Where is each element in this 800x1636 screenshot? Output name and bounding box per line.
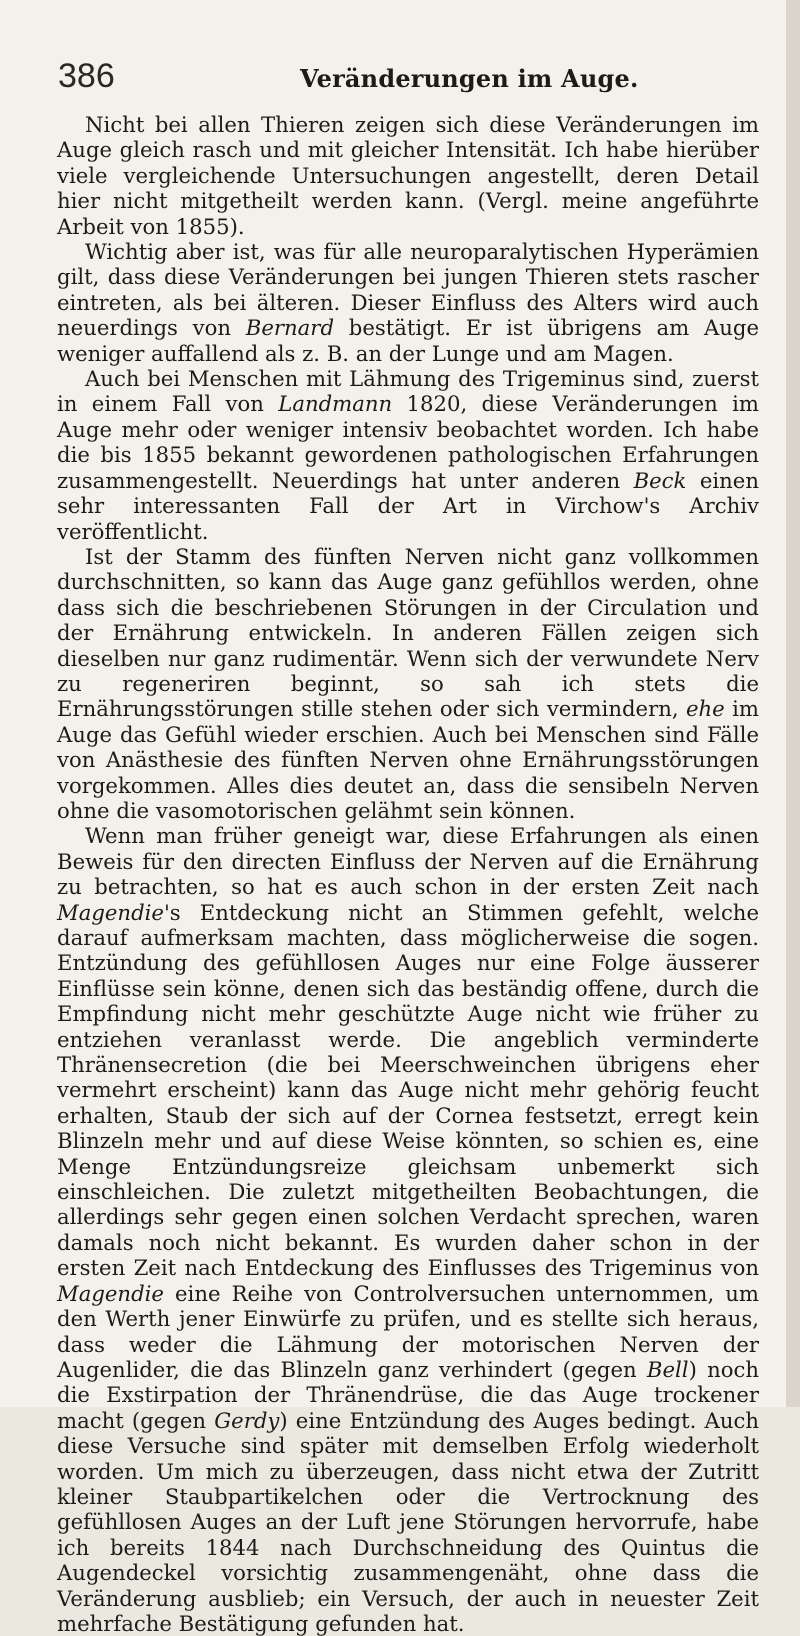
text-segment: Wenn man früher geneigt war, diese Erfahrungen als einen Beweis für den directen Einfluss der Nerven auf die Ernährung zu betrachten, so hat es auch schon in der ersten Zeit nach	[57, 823, 759, 900]
author-name: Bell	[646, 1356, 689, 1382]
text-segment: einen sehr interessanten Fall der Art in Virchow's Archiv veröffentlicht.	[57, 467, 759, 544]
page-header	[58, 56, 758, 96]
text-segment: bestätigt. Er ist übrigens am Auge weniger auffallend als z. B. an der Lunge und am Magen.	[57, 315, 759, 366]
author-name: Beck	[633, 467, 687, 493]
author-name: Magendie	[57, 899, 164, 925]
text-segment: Ist der Stamm des fünften Nerven nicht ganz vollkommen durchschnitten, so kann das Auge ganz gefühllos werden, ohne dass sich die beschriebenen Störungen in der Circulation und der Ernährung entwickeln. In anderen Fällen zeigen sich dieselben nur ganz rudimentär. Wenn sich der verwundete Nerv zu regeneriren beginnt, so sah ich stets die Ernährungsstörungen stille stehen oder sich vermindern,	[57, 543, 759, 722]
text-segment: Wichtig aber ist, was für alle neuroparalytischen Hyperämien gilt, dass diese Veränderungen bei jungen Thieren stets rascher eintreten, als bei älteren. Dieser Einfluss des Alters wird auch neuerdings von	[57, 239, 759, 341]
text-segment: ) eine Entzündung des Auges bedingt. Auch diese Versuche sind später mit demselben Erfolg wiederholt worden. Um mich zu überzeugen, dass nicht etwa der Zutritt kleiner Staubpartikelchen oder die Vertrocknung des gefühllosen Auges an der Luft jene Störungen hervorrufe, habe ich bereits 1844 nach Durchschneidung des Quintus die Augendeckel vorsichtig zusammengenäht, ohne dass die Veränderung ausblieb; ein Versuch, der auch in neuester Zeit mehrfache Bestätigung gefunden hat.	[57, 1407, 759, 1636]
text-segment: 1820, diese Veränderungen im Auge mehr oder weniger intensiv beobachtet worden. Ich habe die bis 1855 bekannt gewordenen pathologischen Erfahrungen zusammengestellt. Neuerdings hat unter anderen	[57, 391, 759, 493]
text-segment: ) noch die Exstirpation der Thränendrüse, die das Auge trockener macht (gegen	[57, 1356, 759, 1433]
text-segment: im Auge das Gefühl wieder erschien. Auch bei Menschen sind Fälle von Anästhesie des fünften Nerven ohne Ernährungsstörungen vorgekommen. Alles dies deutet an, dass die sensibeln Nerven ohne die vasomotorischen gelähmt sein können.	[57, 696, 759, 823]
paragraph-2	[57, 239, 759, 366]
author-name: Magendie	[57, 1280, 164, 1306]
author-name: Gerdy	[214, 1407, 280, 1433]
running-title: Veränderungen im Auge.	[300, 64, 639, 93]
text-segment: 's Entdeckung nicht an Stimmen gefehlt, welche darauf aufmerksam machten, dass möglicherweise die sogen. Entzündung des gefühllosen Auges nur eine Folge äusserer Einflüsse sein könne, denen sich das beständig offene, durch die Empfindung nicht mehr geschützte Auge nicht wie früher zu entziehen veranlasst werde. Die angeblich verminderte Thränensecretion (die bei Meerschweinchen übrigens eher vermehrt erscheint) kann das Auge nicht mehr gehörig feucht erhalten, Staub der sich auf der Cornea festsetzt, erregt kein Blinzeln mehr und auf diese Weise könnten, so schien es, eine Menge Entzündungsreize gleichsam unbemerkt sich einschleichen. Die zuletzt mitgetheilten Beobachtungen, die allerdings sehr gegen einen solchen Verdacht sprechen, waren damals noch nicht bekannt. Es wurden daher schon in der ersten Zeit nach Entdeckung des Einflusses des Trigeminus von	[57, 899, 759, 1281]
page-number: 386	[58, 57, 115, 95]
paragraph-5	[57, 823, 759, 1636]
paragraph-1	[57, 112, 759, 239]
body-text	[57, 112, 759, 1636]
text-segment: Auch bei Menschen mit Lähmung des Trigeminus sind, zuerst in einem Fall von	[57, 366, 759, 417]
emphasis-word: ehe	[686, 696, 725, 722]
paragraph-3	[57, 366, 759, 544]
author-name: Bernard	[245, 315, 335, 341]
text-segment: Nicht bei allen Thieren zeigen sich diese Veränderungen im Auge gleich rasch und mit gleicher Intensität. Ich habe hierüber viele vergleichende Untersuchungen angestellt, deren Detail hier nicht mitgetheilt werden kann. (Vergl. meine angeführte Arbeit von 1855).	[57, 112, 759, 239]
author-name: Landmann	[278, 391, 393, 417]
paragraph-4	[57, 544, 759, 823]
text-segment: eine Reihe von Controlversuchen unternommen, um den Werth jener Einwürfe zu prüfen, und es stellte sich heraus, dass weder die Lähmung der motorischen Nerven der Augenlider, die das Blinzeln ganz verhindert (gegen	[57, 1280, 759, 1382]
